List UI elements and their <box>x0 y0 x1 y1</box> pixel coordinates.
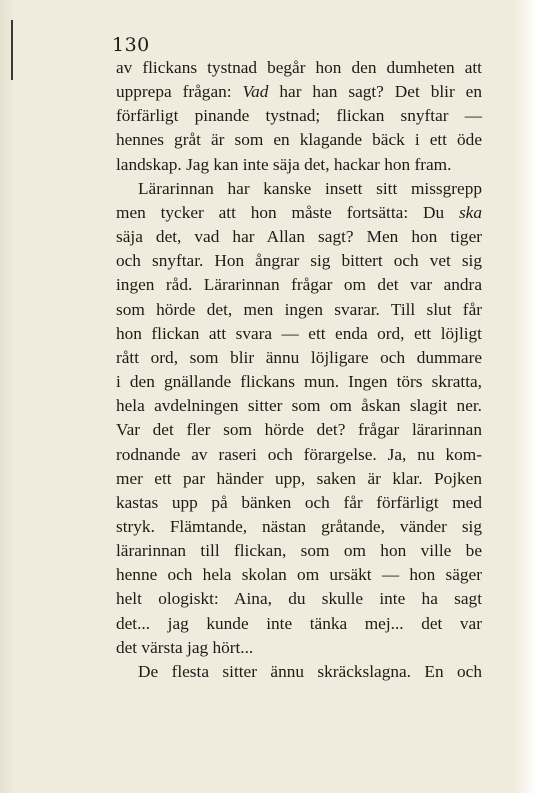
page-right-edge <box>513 0 537 793</box>
body-text <box>116 56 482 684</box>
text-line: Lärarinnan har kanske insett sitt missgrepp <box>138 178 482 198</box>
text-line: och snyftar. Hon ångrar sig bittert och vet sig <box>116 251 482 271</box>
text-line: det... jag kunde inte tänka mej... det var <box>116 613 482 633</box>
text-line: hela avdelningen sitter som om åskan slagit ner. <box>116 396 482 416</box>
text-line: rått ord, som blir ännu löjligare och dummare <box>116 347 482 367</box>
text-line: kastas upp på bänken och får förfärligt med <box>116 492 482 512</box>
text-line: stryk. Flämtande, nästan gråtande, vänder sig <box>116 516 482 536</box>
text-line: i den gnällande flickans mun. Ingen törs skratta, <box>116 372 482 392</box>
text-line: upprepa frågan: Vad har han sagt? Det blir en <box>116 82 482 102</box>
text-line: som hörde det, men ingen svarar. Till slut får <box>116 299 482 319</box>
text-line: hennes gråt är som en klagande bäck i ett öde <box>116 130 482 150</box>
text-line: förfärligt pinande tystnad; flickan snyftar — <box>116 106 482 126</box>
text-line: av flickans tystnad begår hon den dumheten att <box>116 58 482 77</box>
text-line: säja det, vad har Allan sagt? Men hon tiger <box>116 227 482 247</box>
text-line: landskap. Jag kan inte säja det, hackar hon fram. <box>116 154 452 174</box>
page-binding-shadow <box>0 0 14 793</box>
text-line: Var det fler som hörde det? frågar lärarinnan <box>116 420 482 440</box>
text-line: henne och hela skolan om ursäkt — hon säger <box>116 565 482 585</box>
text-line: men tycker att hon måste fortsätta: Du ska <box>116 202 482 222</box>
text-line: ingen råd. Lärarinnan frågar om det var andra <box>116 275 482 295</box>
text-line: lärarinnan till flickan, som om hon ville be <box>116 541 482 561</box>
text-line: rodnande av raseri och förargelse. Ja, nu kom- <box>116 444 482 464</box>
text-line: De flesta sitter ännu skräckslagna. En och <box>138 661 482 681</box>
text-line: helt ologiskt: Aina, du skulle inte ha sagt <box>116 589 482 609</box>
text-line: hon flickan att svara — ett enda ord, ett löjligt <box>116 323 482 343</box>
page-number: 130 <box>112 34 150 56</box>
text-line: mer ett par händer upp, saken är klar. Pojken <box>116 468 482 488</box>
binding-edge-mark <box>11 20 13 80</box>
text-line: det värsta jag hört... <box>116 637 254 657</box>
